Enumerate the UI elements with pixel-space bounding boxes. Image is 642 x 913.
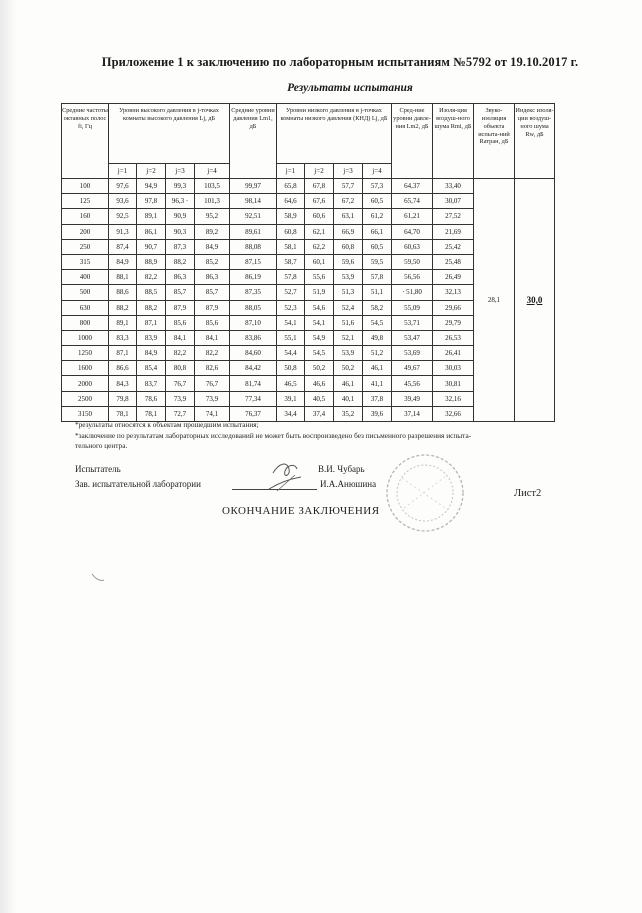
low-pressure-cell: 59,5 (363, 254, 392, 269)
high-pressure-cell: 89,1 (137, 209, 166, 224)
frequency-cell: 1600 (62, 361, 109, 376)
frequency-cell: 1000 (62, 330, 109, 345)
high-pressure-cell: 89,2 (195, 224, 230, 239)
high-pressure-cell: 83,7 (137, 376, 166, 391)
high-pressure-cell: 78,1 (137, 406, 166, 421)
high-pressure-cell: 89,1 (109, 315, 137, 330)
high-pressure-cell: 87,1 (137, 315, 166, 330)
lm2-cell: 55,09 (392, 300, 433, 315)
low-pressure-cell: 37,8 (363, 391, 392, 406)
lm2-cell: 53,69 (392, 346, 433, 361)
high-pressure-cell: 83,3 (109, 330, 137, 345)
head-label: Зав. испытательной лаборатории (75, 479, 201, 489)
lm1-cell: 84,42 (230, 361, 277, 376)
high-pressure-cell: 91,3 (109, 224, 137, 239)
lm1-cell: 88,05 (230, 300, 277, 315)
low-pressure-cell: 46,5 (277, 376, 305, 391)
high-pressure-cell: 76,7 (166, 376, 195, 391)
high-pressure-cell: 88,2 (137, 300, 166, 315)
ratran-value: 28,1 (474, 179, 515, 422)
low-pressure-cell: 35,2 (334, 406, 363, 421)
high-pressure-cell: 86,1 (137, 224, 166, 239)
high-pressure-cell: 93,6 (109, 194, 137, 209)
high-pressure-cell: 95,2 (195, 209, 230, 224)
rmi-cell: 30,07 (433, 194, 474, 209)
lm1-cell: 76,37 (230, 406, 277, 421)
low-pressure-cell: 51,3 (334, 285, 363, 300)
header-j4: j=4 (363, 164, 392, 179)
low-pressure-cell: 46,1 (363, 361, 392, 376)
lm1-cell: 88,08 (230, 239, 277, 254)
lm1-cell: 89,61 (230, 224, 277, 239)
low-pressure-cell: 34,4 (277, 406, 305, 421)
high-pressure-cell: 90,3 (166, 224, 195, 239)
high-pressure-cell: 73,9 (195, 391, 230, 406)
low-pressure-cell: 63,1 (334, 209, 363, 224)
high-pressure-cell: 86,6 (109, 361, 137, 376)
high-pressure-cell: 94,9 (137, 179, 166, 194)
high-pressure-cell: 85,7 (166, 285, 195, 300)
low-pressure-cell: 50,8 (277, 361, 305, 376)
high-pressure-cell: 78,1 (109, 406, 137, 421)
lm2-cell: · 51,80 (392, 285, 433, 300)
header-j2: j=2 (305, 164, 334, 179)
low-pressure-cell: 53,9 (334, 270, 363, 285)
frequency-cell: 1250 (62, 346, 109, 361)
lm2-cell: 53,71 (392, 315, 433, 330)
high-pressure-cell: 76,7 (195, 376, 230, 391)
lm2-cell: 60,63 (392, 239, 433, 254)
low-pressure-cell: 58,7 (277, 254, 305, 269)
high-pressure-cell: 84,9 (195, 239, 230, 254)
lm1-cell: 87,15 (230, 254, 277, 269)
scan-edge-shadow (0, 0, 16, 913)
sheet-number: Лист2 (514, 488, 542, 499)
tester-name: В.И. Чубарь (318, 464, 365, 474)
rmi-cell: 21,69 (433, 224, 474, 239)
low-pressure-cell: 55,6 (305, 270, 334, 285)
header-lm2: Сред-ние уровни давле-ния Lm2, дБ (392, 104, 433, 179)
low-pressure-cell: 64,6 (277, 194, 305, 209)
high-pressure-cell: 99,3 (166, 179, 195, 194)
results-heading: Результаты испытания (287, 82, 413, 94)
low-pressure-cell: 51,1 (363, 285, 392, 300)
low-pressure-cell: 41,1 (363, 376, 392, 391)
lm1-cell: 86,19 (230, 270, 277, 285)
note-3: тельного центра. (75, 441, 128, 450)
high-pressure-cell: 90,9 (166, 209, 195, 224)
low-pressure-cell: 52,3 (277, 300, 305, 315)
low-pressure-cell: 62,2 (305, 239, 334, 254)
high-pressure-cell: 86,3 (195, 270, 230, 285)
high-pressure-cell: 83,9 (137, 330, 166, 345)
low-pressure-cell: 61,2 (363, 209, 392, 224)
high-pressure-cell: 88,1 (109, 270, 137, 285)
header-j3: j=3 (334, 164, 363, 179)
high-pressure-cell: 79,8 (109, 391, 137, 406)
high-pressure-cell: 86,3 (166, 270, 195, 285)
low-pressure-cell: 57,8 (363, 270, 392, 285)
low-pressure-cell: 58,9 (277, 209, 305, 224)
rmi-cell: 25,48 (433, 254, 474, 269)
rmi-cell: 29,79 (433, 315, 474, 330)
low-pressure-cell: 57,3 (363, 179, 392, 194)
low-pressure-cell: 54,4 (277, 346, 305, 361)
header-j3: j=3 (166, 164, 195, 179)
lm2-cell: 64,37 (392, 179, 433, 194)
high-pressure-cell: 84,1 (195, 330, 230, 345)
header-ratran: Звуко-изоляция объекта испыта-ний Rатран, дБ (474, 104, 515, 179)
low-pressure-cell: 60,5 (363, 194, 392, 209)
high-pressure-cell: 82,2 (166, 346, 195, 361)
lm2-cell: 37,14 (392, 406, 433, 421)
rmi-cell: 29,66 (433, 300, 474, 315)
rmi-cell: 30,03 (433, 361, 474, 376)
lm2-cell: 56,56 (392, 270, 433, 285)
high-pressure-cell: 87,4 (109, 239, 137, 254)
high-pressure-cell: 88,9 (137, 254, 166, 269)
high-pressure-cell: 80,8 (166, 361, 195, 376)
low-pressure-cell: 67,2 (334, 194, 363, 209)
rmi-cell: 27,52 (433, 209, 474, 224)
header-high-pressure: Уровни высокого давления в j-точках комнаты высокого давления Lj, дБ (109, 104, 230, 164)
low-pressure-cell: 55,1 (277, 330, 305, 345)
low-pressure-cell: 46,6 (305, 376, 334, 391)
low-pressure-cell: 60,1 (305, 254, 334, 269)
laboratory-stamp (380, 448, 470, 538)
low-pressure-cell: 54,1 (277, 315, 305, 330)
note-1: *результаты относятся к объектам прошедшим испытания; (75, 420, 259, 429)
header-j2: j=2 (137, 164, 166, 179)
low-pressure-cell: 54,9 (305, 330, 334, 345)
low-pressure-cell: 50,2 (305, 361, 334, 376)
lm2-cell: 61,21 (392, 209, 433, 224)
low-pressure-cell: 60,5 (363, 239, 392, 254)
lm1-cell: 99,97 (230, 179, 277, 194)
low-pressure-cell: 51,2 (363, 346, 392, 361)
high-pressure-cell: 97,6 (109, 179, 137, 194)
header-frequency: Средние частоты октавных полос fi, Гц (62, 104, 109, 179)
rmi-cell: 32,16 (433, 391, 474, 406)
document-title: Приложение 1 к заключению по лабораторным испытаниям №5792 от 19.10.2017 г. (101, 55, 579, 69)
high-pressure-cell: 82,2 (195, 346, 230, 361)
lm1-cell: 87,35 (230, 285, 277, 300)
low-pressure-cell: 60,8 (334, 239, 363, 254)
frequency-cell: 400 (62, 270, 109, 285)
lm1-cell: 81,74 (230, 376, 277, 391)
rmi-cell: 30,81 (433, 376, 474, 391)
low-pressure-cell: 54,6 (305, 300, 334, 315)
frequency-cell: 100 (62, 179, 109, 194)
high-pressure-cell: 82,2 (137, 270, 166, 285)
lm1-cell: 92,51 (230, 209, 277, 224)
low-pressure-cell: 66,1 (363, 224, 392, 239)
lm1-cell: 77,34 (230, 391, 277, 406)
header-low-pressure: Уровни низкого давления в j-точках комнаты низкого давления (КНД) Lj, дБ (277, 104, 392, 164)
header-j4: j=4 (195, 164, 230, 179)
low-pressure-cell: 51,6 (334, 315, 363, 330)
high-pressure-cell: 84,1 (166, 330, 195, 345)
high-pressure-cell: 74,1 (195, 406, 230, 421)
high-pressure-cell: 90,7 (137, 239, 166, 254)
high-pressure-cell: 85,7 (195, 285, 230, 300)
lm1-cell: 83,86 (230, 330, 277, 345)
results-table (61, 103, 555, 422)
frequency-cell: 125 (62, 194, 109, 209)
frequency-cell: 200 (62, 224, 109, 239)
high-pressure-cell: 87,9 (195, 300, 230, 315)
frequency-cell: 500 (62, 285, 109, 300)
high-pressure-cell: 85,4 (137, 361, 166, 376)
lm1-cell: 98,14 (230, 194, 277, 209)
header-j1: j=1 (109, 164, 137, 179)
high-pressure-cell: 87,3 (166, 239, 195, 254)
low-pressure-cell: 57,7 (334, 179, 363, 194)
header-lm1: Средние уровни давления Lm1, дБ (230, 104, 277, 179)
high-pressure-cell: 101,3 (195, 194, 230, 209)
low-pressure-cell: 54,5 (363, 315, 392, 330)
low-pressure-cell: 60,8 (277, 224, 305, 239)
low-pressure-cell: 50,2 (334, 361, 363, 376)
high-pressure-cell: 87,1 (109, 346, 137, 361)
low-pressure-cell: 59,6 (334, 254, 363, 269)
high-pressure-cell: 85,6 (195, 315, 230, 330)
low-pressure-cell: 40,1 (334, 391, 363, 406)
high-pressure-cell: 85,2 (195, 254, 230, 269)
frequency-cell: 3150 (62, 406, 109, 421)
low-pressure-cell: 66,9 (334, 224, 363, 239)
low-pressure-cell: 54,1 (305, 315, 334, 330)
low-pressure-cell: 58,1 (277, 239, 305, 254)
lm2-cell: 39,49 (392, 391, 433, 406)
high-pressure-cell: 82,6 (195, 361, 230, 376)
high-pressure-cell: 72,7 (166, 406, 195, 421)
high-pressure-cell: 87,9 (166, 300, 195, 315)
low-pressure-cell: 52,1 (334, 330, 363, 345)
tester-label: Испытатель (75, 464, 121, 474)
low-pressure-cell: 60,6 (305, 209, 334, 224)
rmi-cell: 32,66 (433, 406, 474, 421)
low-pressure-cell: 65,8 (277, 179, 305, 194)
high-pressure-cell: 84,3 (109, 376, 137, 391)
lm1-cell: 87,10 (230, 315, 277, 330)
end-of-conclusion: ОКОНЧАНИЕ ЗАКЛЮЧЕНИЯ (222, 505, 380, 517)
low-pressure-cell: 39,6 (363, 406, 392, 421)
high-pressure-cell: 88,5 (137, 285, 166, 300)
scan-mark (90, 570, 110, 586)
lm2-cell: 64,70 (392, 224, 433, 239)
high-pressure-cell: 88,2 (166, 254, 195, 269)
high-pressure-cell: 88,2 (109, 300, 137, 315)
frequency-cell: 800 (62, 315, 109, 330)
rmi-cell: 32,13 (433, 285, 474, 300)
low-pressure-cell: 52,7 (277, 285, 305, 300)
lm1-cell: 84,60 (230, 346, 277, 361)
low-pressure-cell: 57,8 (277, 270, 305, 285)
rw-value-text: 30,0 (526, 294, 543, 305)
frequency-cell: 2500 (62, 391, 109, 406)
rw-value (515, 179, 555, 422)
high-pressure-cell: 78,6 (137, 391, 166, 406)
rmi-cell: 26,49 (433, 270, 474, 285)
low-pressure-cell: 52,4 (334, 300, 363, 315)
header-rmi: Изоля-ция воздуш-ного шума Rmi, дБ (433, 104, 474, 179)
low-pressure-cell: 67,6 (305, 194, 334, 209)
header-j1: j=1 (277, 164, 305, 179)
lm2-cell: 65,74 (392, 194, 433, 209)
low-pressure-cell: 37,4 (305, 406, 334, 421)
lm2-cell: 45,56 (392, 376, 433, 391)
low-pressure-cell: 53,9 (334, 346, 363, 361)
note-2: *заключение по результатам лабораторных исследований не может быть воспроизведено без письменного разрешения испыта- (75, 431, 472, 440)
low-pressure-cell: 62,1 (305, 224, 334, 239)
low-pressure-cell: 49,8 (363, 330, 392, 345)
low-pressure-cell: 51,9 (305, 285, 334, 300)
high-pressure-cell: 84,9 (137, 346, 166, 361)
rmi-cell: 26,41 (433, 346, 474, 361)
lm2-cell: 59,50 (392, 254, 433, 269)
rmi-cell: 26,53 (433, 330, 474, 345)
rmi-cell: 33,40 (433, 179, 474, 194)
rmi-cell: 25,42 (433, 239, 474, 254)
high-pressure-cell: 96,3 · (166, 194, 195, 209)
high-pressure-cell: 103,5 (195, 179, 230, 194)
high-pressure-cell: 73,9 (166, 391, 195, 406)
head-name: И.А.Анюшина (320, 479, 377, 489)
lm2-cell: 49,67 (392, 361, 433, 376)
signature-scribble (265, 455, 305, 495)
low-pressure-cell: 67,8 (305, 179, 334, 194)
frequency-cell: 315 (62, 254, 109, 269)
low-pressure-cell: 40,5 (305, 391, 334, 406)
table-row (62, 179, 555, 194)
frequency-cell: 250 (62, 239, 109, 254)
low-pressure-cell: 46,1 (334, 376, 363, 391)
header-rw: Индекс изоля-ции воздуш-ного шума Rw, дБ (515, 104, 555, 179)
frequency-cell: 2000 (62, 376, 109, 391)
high-pressure-cell: 92,5 (109, 209, 137, 224)
frequency-cell: 160 (62, 209, 109, 224)
low-pressure-cell: 39,1 (277, 391, 305, 406)
lm2-cell: 53,47 (392, 330, 433, 345)
low-pressure-cell: 54,5 (305, 346, 334, 361)
high-pressure-cell: 85,6 (166, 315, 195, 330)
high-pressure-cell: 84,9 (109, 254, 137, 269)
frequency-cell: 630 (62, 300, 109, 315)
high-pressure-cell: 88,6 (109, 285, 137, 300)
high-pressure-cell: 97,8 (137, 194, 166, 209)
low-pressure-cell: 58,2 (363, 300, 392, 315)
